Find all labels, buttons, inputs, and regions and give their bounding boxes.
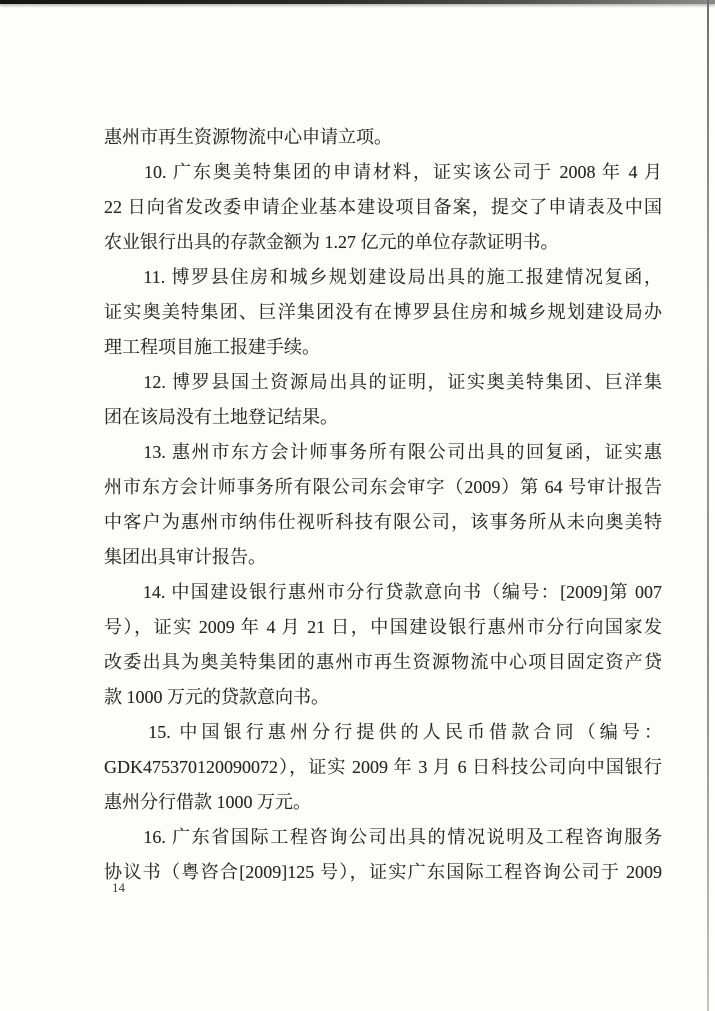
text-line: 中客户为惠州市纳伟仕视听科技有限公司，该事务所从未向奥美特 (104, 512, 662, 532)
text-line: 16. 广东省国际工程咨询公司出具的情况说明及工程咨询服务 (104, 827, 662, 847)
text-line: 款 1000 万元的贷款意向书。 (104, 687, 329, 707)
text-line: 12. 博罗县国土资源局出具的证明，证实奥美特集团、巨洋集 (104, 372, 662, 392)
page-number: 14 (112, 880, 125, 895)
scan-edge-top-artifact (0, 0, 715, 4)
text-line: 14. 中国建设银行惠州市分行贷款意向书（编号：[2009]第 007 (104, 582, 662, 602)
text-line: 惠州分行借款 1000 万元。 (104, 792, 311, 812)
text-line: 集团出具审计报告。 (104, 547, 266, 567)
text-line: 13. 惠州市东方会计师事务所有限公司出具的回复函，证实惠 (104, 442, 662, 462)
text-line: 农业银行出具的存款金额为 1.27 亿元的单位存款证明书。 (104, 232, 559, 252)
scan-edge-right-artifact (707, 0, 709, 1011)
document-body-text (104, 120, 662, 890)
text-line: 证实奥美特集团、巨洋集团没有在博罗县住房和城乡规划建设局办 (104, 302, 662, 322)
text-line: 州市东方会计师事务所有限公司东会审字（2009）第 64 号审计报告 (104, 477, 662, 497)
text-line: 惠州市再生资源物流中心申请立项。 (104, 127, 392, 147)
text-line: 22 日向省发改委申请企业基本建设项目备案，提交了申请表及中国 (104, 197, 662, 217)
text-line: 改委出具为奥美特集团的惠州市再生资源物流中心项目固定资产贷 (104, 652, 662, 672)
text-line: 15. 中国银行惠州分行提供的人民币借款合同（编号： (104, 722, 662, 742)
text-line: 协议书（粤咨合[2009]125 号），证实广东国际工程咨询公司于 2009 (104, 862, 662, 882)
text-line: 理工程项目施工报建手续。 (104, 337, 320, 357)
text-line: 号），证实 2009 年 4 月 21 日，中国建设银行惠州市分行向国家发 (104, 617, 662, 637)
text-line: 10. 广东奥美特集团的申请材料，证实该公司于 2008 年 4 月 (104, 162, 662, 182)
text-line: 团在该局没有土地登记结果。 (104, 407, 338, 427)
text-line: 11. 博罗县住房和城乡规划建设局出具的施工报建情况复函， (104, 267, 662, 287)
text-line: GDK475370120090072），证实 2009 年 3 月 6 日科技公司向中国银行 (104, 757, 662, 777)
